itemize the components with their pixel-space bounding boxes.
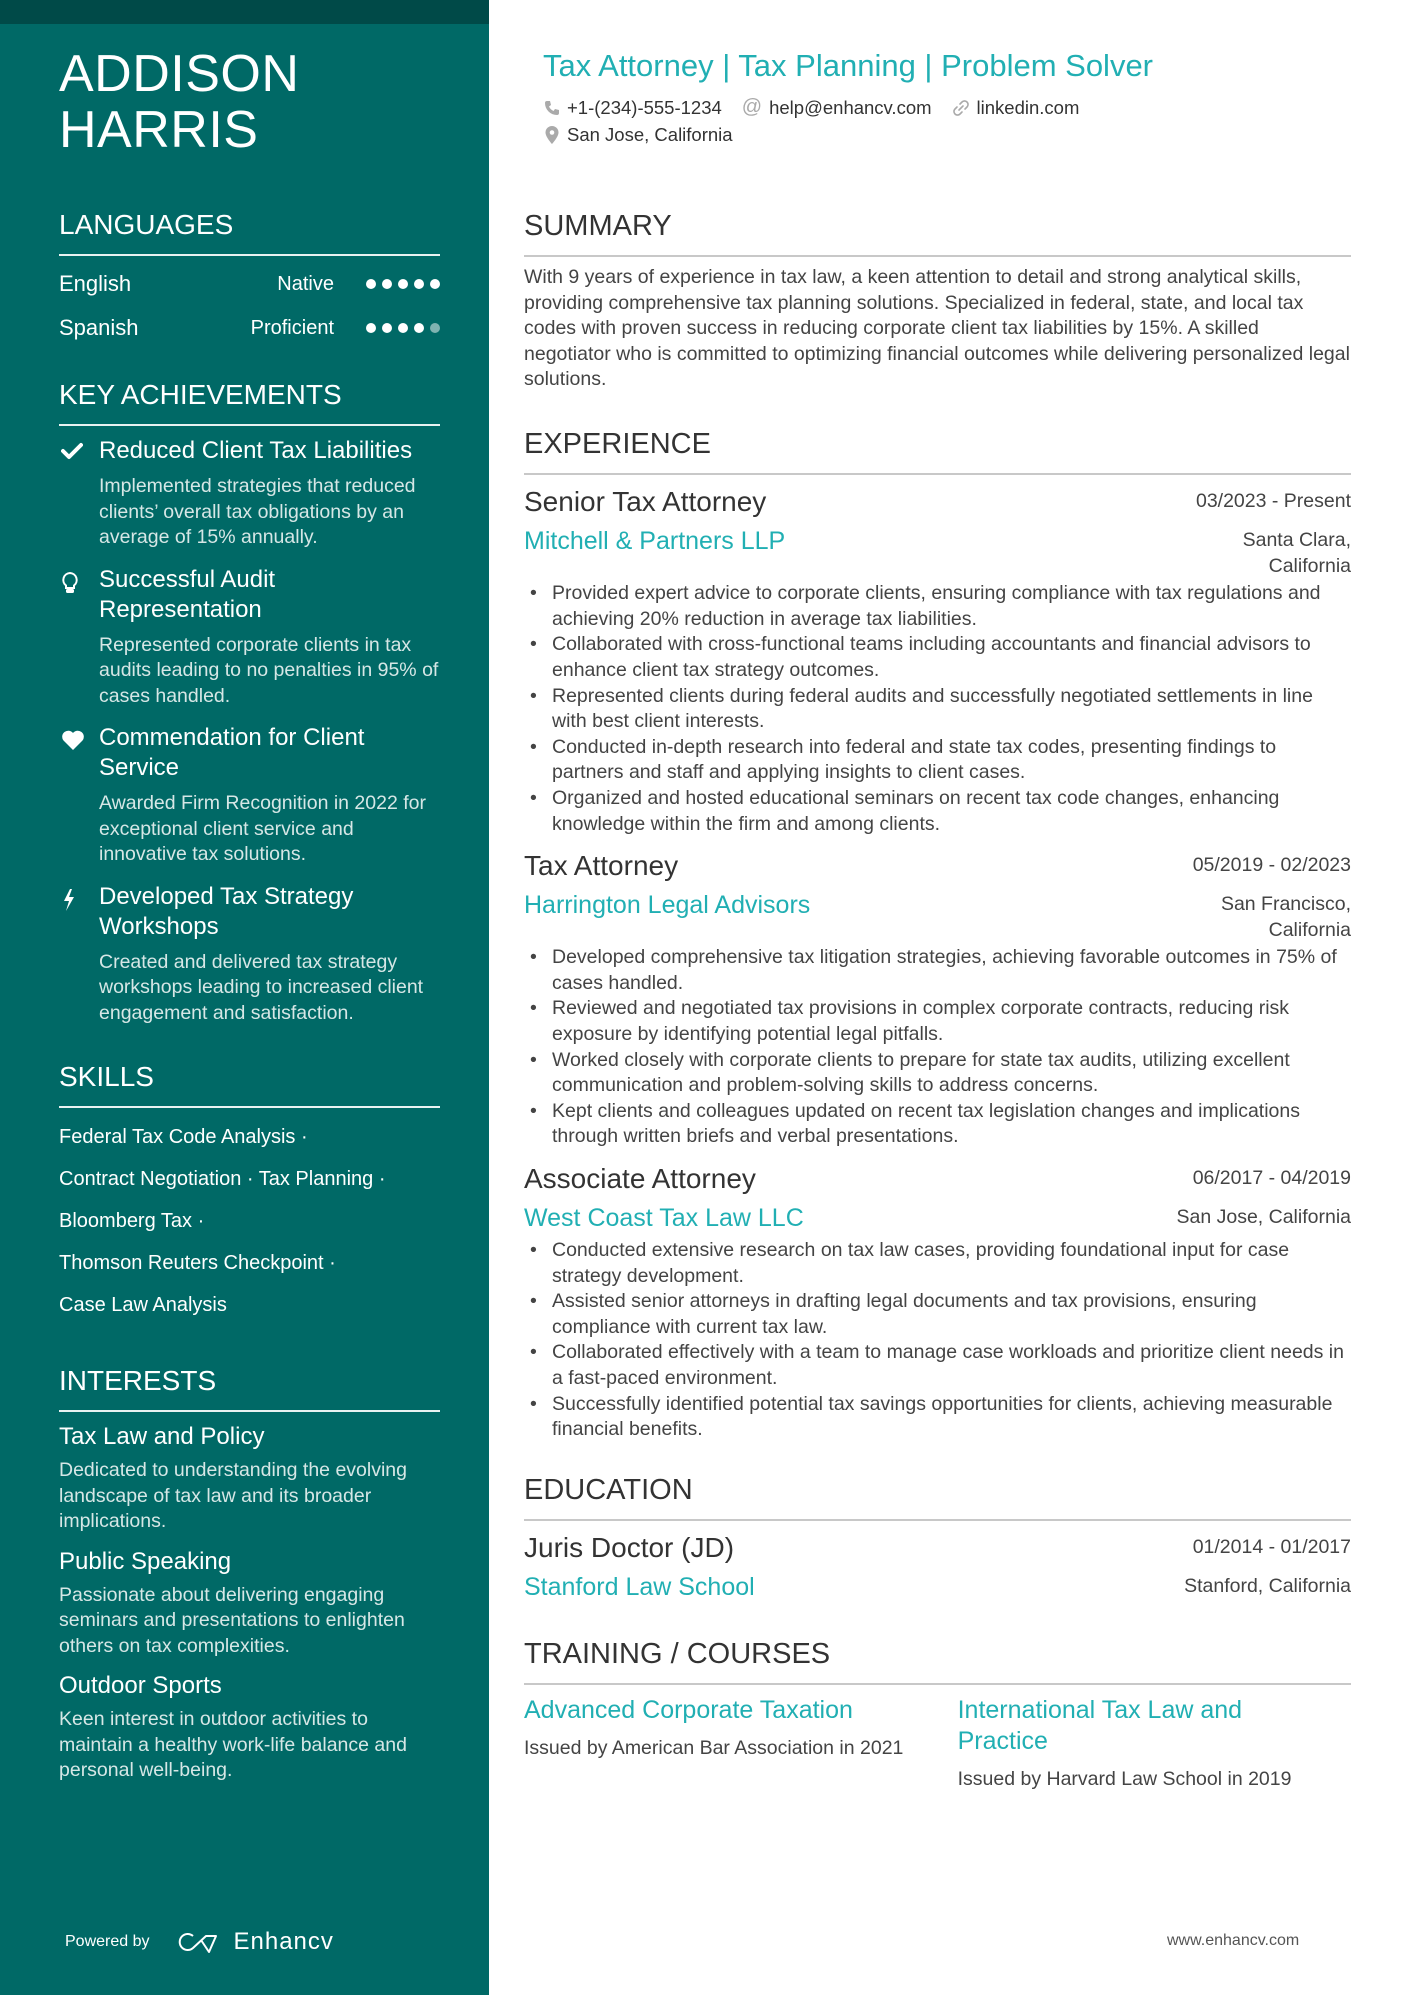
job-dates: 05/2019 - 02/2023 [1192,854,1351,877]
job-dates: 06/2017 - 04/2019 [1192,1167,1351,1190]
job-bullets [524,945,1351,1150]
skill-line: Contract Negotiation · Tax Planning · [59,1168,386,1190]
phone-number: +1-(234)-555-1234 [567,96,722,118]
interest-title: Tax Law and Policy [59,1423,265,1450]
job-bullet: • Provided expert advice to corporate clients, ensuring compliance with tax regulations and achieving 20% reduction in average tax liabilities. [524,581,1351,632]
job-bullet: • Conducted in-depth research into federal and state tax codes, presenting findings to partners and staff and applying insights to client cases. [524,735,1351,786]
interest-item [59,1547,440,1660]
phone-icon [544,100,560,116]
education-location: Stanford, California [1184,1574,1351,1597]
language-level: Proficient [250,316,334,339]
interest-item [59,1422,440,1535]
main-content [524,46,1351,1792]
sidebar-top-strip [0,0,489,24]
rating-dot-filled [382,279,392,289]
location-pin-icon [544,125,560,145]
rating-dot-filled [430,279,440,289]
email-address: help@enhancv.com [769,96,932,118]
job-bullets [524,1238,1351,1443]
achievement-item [59,436,440,551]
rating-dot-filled [382,323,392,333]
company-name: Harrington Legal Advisors [524,891,811,920]
achievement-title: Developed Tax Strategy Workshops [99,882,354,940]
job-location-line: Santa Clara, [1242,528,1351,551]
rating-dot-empty [430,323,440,333]
achievement-description: Created and delivered tax strategy workshops leading to increased client engagement and satisfaction. [99,950,424,1024]
skill-line: Case Law Analysis [59,1294,227,1316]
course-title: International Tax Law and Practice [957,1695,1243,1755]
languages-heading: LANGUAGES [59,208,440,256]
bolt-icon [59,882,99,1027]
degree: Juris Doctor (JD) [524,1531,735,1563]
language-name: Spanish [59,315,139,340]
job-bullet: • Conducted extensive research on tax law cases, providing foundational input for case strategy development. [524,1238,1351,1289]
interest-title: Outdoor Sports [59,1672,222,1699]
language-item [59,312,440,344]
interests-list [59,1422,440,1784]
education-dates: 01/2014 - 01/2017 [1192,1535,1351,1558]
job-location-line: California [1268,918,1351,941]
achievements-heading: KEY ACHIEVEMENTS [59,378,440,426]
lightbulb-icon [59,565,99,710]
sidebar [0,0,489,1995]
link-icon [952,99,970,117]
job-location-line: San Jose, California [1176,1206,1351,1229]
rating-dot-filled [414,279,424,289]
course-item [958,1695,1351,1793]
course-description: Issued by American Bar Association in 2021 [524,1736,904,1759]
skill-line: Bloomberg Tax · [59,1210,205,1232]
rating-dot-filled [366,279,376,289]
footer-website-link[interactable]: www.enhancv.com [1167,1932,1300,1949]
achievement-title: Successful Audit Representation [99,565,276,623]
language-rating [366,279,440,289]
interest-item [59,1671,440,1784]
achievement-item [59,882,440,1027]
job-bullet: • Organized and hosted educational seminars on recent tax code changes, enhancing knowledge within the firm and among clients. [524,786,1351,837]
enhancv-logo[interactable] [176,1928,334,1956]
course-description: Issued by Harvard Law School in 2019 [957,1767,1292,1790]
education-item [524,1531,1351,1603]
achievement-description: Implemented strategies that reduced clients’ overall tax obligations by an average of 15% annually. [99,475,416,548]
achievement-title: Commendation for Client Service [99,724,365,781]
check-icon [59,436,99,551]
job-bullet: • Successfully identified potential tax savings opportunities for clients, achieving measurable financial benefits. [524,1392,1351,1443]
company-name: West Coast Tax Law LLC [524,1204,804,1233]
job-dates: 03/2023 - Present [1195,489,1351,512]
powered-by [65,1928,334,1956]
job-location-line: San Francisco, [1220,893,1351,916]
training-heading: TRAINING / COURSES [524,1637,1351,1685]
language-name: English [59,271,132,296]
location-contact [544,124,733,146]
website-contact[interactable] [952,97,1080,119]
email-contact[interactable] [742,96,932,119]
language-level: Native [277,272,334,295]
job-title: Senior Tax Attorney [524,485,767,517]
job-bullet: • Kept clients and colleagues updated on recent tax legislation changes and implications through written briefs and verbal presentations. [524,1099,1351,1150]
job-bullet: • Collaborated with cross-functional teams including accountants and financial advisors to enhance client tax strategy outcomes. [524,632,1351,683]
job-bullet: • Collaborated effectively with a team to manage case workloads and prioritize client needs in a fast-paced environment. [524,1340,1351,1391]
interests-heading: INTERESTS [59,1364,440,1412]
summary-text: With 9 years of experience in tax law, a keen attention to detail and strong analytical skills, providing comprehensive tax planning solutions. Specialized in federal, state, and local tax codes with proven success in reducing corporate client tax liabilities by 15%. A skilled negotiator who is committed to optimizing financial outcomes while delivering personalized legal solutions. [524,266,1350,391]
enhancv-brand: Enhancv [233,1928,334,1955]
job-bullet: • Developed comprehensive tax litigation strategies, achieving favorable outcomes in 75% of cases handled. [524,945,1351,996]
job-location [1243,525,1351,579]
interest-description: Passionate about delivering engaging seminars and presentations to enlighten others on tax complexities. [59,1583,405,1657]
enhancv-logo-icon [176,1930,222,1954]
language-rating [366,323,440,333]
language-item [59,268,440,300]
rating-dot-filled [414,323,424,333]
achievement-title: Reduced Client Tax Liabilities [99,437,413,464]
job-bullet: • Worked closely with corporate clients to prepare for state tax audits, utilizing excellent communication and problem-solving skills to address concerns. [524,1048,1351,1099]
job-title: Tax Attorney [524,850,679,882]
job-location [1176,1202,1351,1231]
job-location [1221,889,1351,943]
at-icon: @ [741,96,763,118]
course-item [524,1695,904,1793]
contact-info [544,94,1351,148]
achievements-list [59,436,440,1026]
candidate-name [59,46,440,158]
achievement-description: Awarded Firm Recognition in 2022 for exceptional client service and innovative tax solutions. [99,792,426,865]
interest-description: Keen interest in outdoor activities to maintain a healthy work-life balance and personal well-being. [59,1708,407,1781]
job-bullet: • Represented clients during federal audits and successfully negotiated settlements in line with best client interests. [524,684,1351,735]
interest-description: Dedicated to understanding the evolving landscape of tax law and its broader implications. [59,1459,407,1532]
job-location-line: California [1268,554,1351,577]
rating-dot-filled [398,279,408,289]
skill-line: Federal Tax Code Analysis · [59,1126,308,1148]
achievement-description: Represented corporate clients in tax audits leading to no penalties in 95% of cases handled. [99,633,439,707]
job-bullet: • Reviewed and negotiated tax provisions in complex corporate contracts, reducing risk exposure by identifying potential legal pitfalls. [524,996,1351,1047]
skill-line: Thomson Reuters Checkpoint · [59,1252,336,1274]
website-url: linkedin.com [976,96,1080,118]
rating-dot-filled [398,323,408,333]
rating-dot-filled [366,323,376,333]
heart-icon [59,723,99,868]
sidebar-content [59,46,440,1784]
summary-heading: SUMMARY [524,209,1351,257]
courses-list [524,1695,1351,1793]
experience-item [524,849,1351,1150]
company-name: Mitchell & Partners LLP [524,526,786,555]
location-text: San Jose, California [567,123,733,145]
experience-heading: EXPERIENCE [524,427,1351,475]
school-name: Stanford Law School [524,1572,755,1601]
experience-item [524,1162,1351,1443]
achievement-item [59,723,440,868]
education-heading: EDUCATION [524,1473,1351,1521]
name-last: HARRIS [59,101,259,159]
name-first: ADDISON [59,45,300,103]
experience-item [524,485,1351,837]
skills-list [59,1116,440,1326]
job-title: Associate Attorney [524,1163,756,1195]
job-bullets [524,581,1351,837]
phone-contact[interactable] [544,97,722,119]
headline: Tax Attorney | Tax Planning | Problem Solver [543,48,1154,83]
course-title: Advanced Corporate Taxation [524,1695,853,1724]
skills-heading: SKILLS [59,1060,440,1108]
achievement-item [59,565,440,710]
job-bullet: • Assisted senior attorneys in drafting legal documents and tax provisions, ensuring compliance with current tax law. [524,1289,1351,1340]
interest-title: Public Speaking [59,1547,232,1575]
powered-by-label: Powered by [65,1933,150,1950]
